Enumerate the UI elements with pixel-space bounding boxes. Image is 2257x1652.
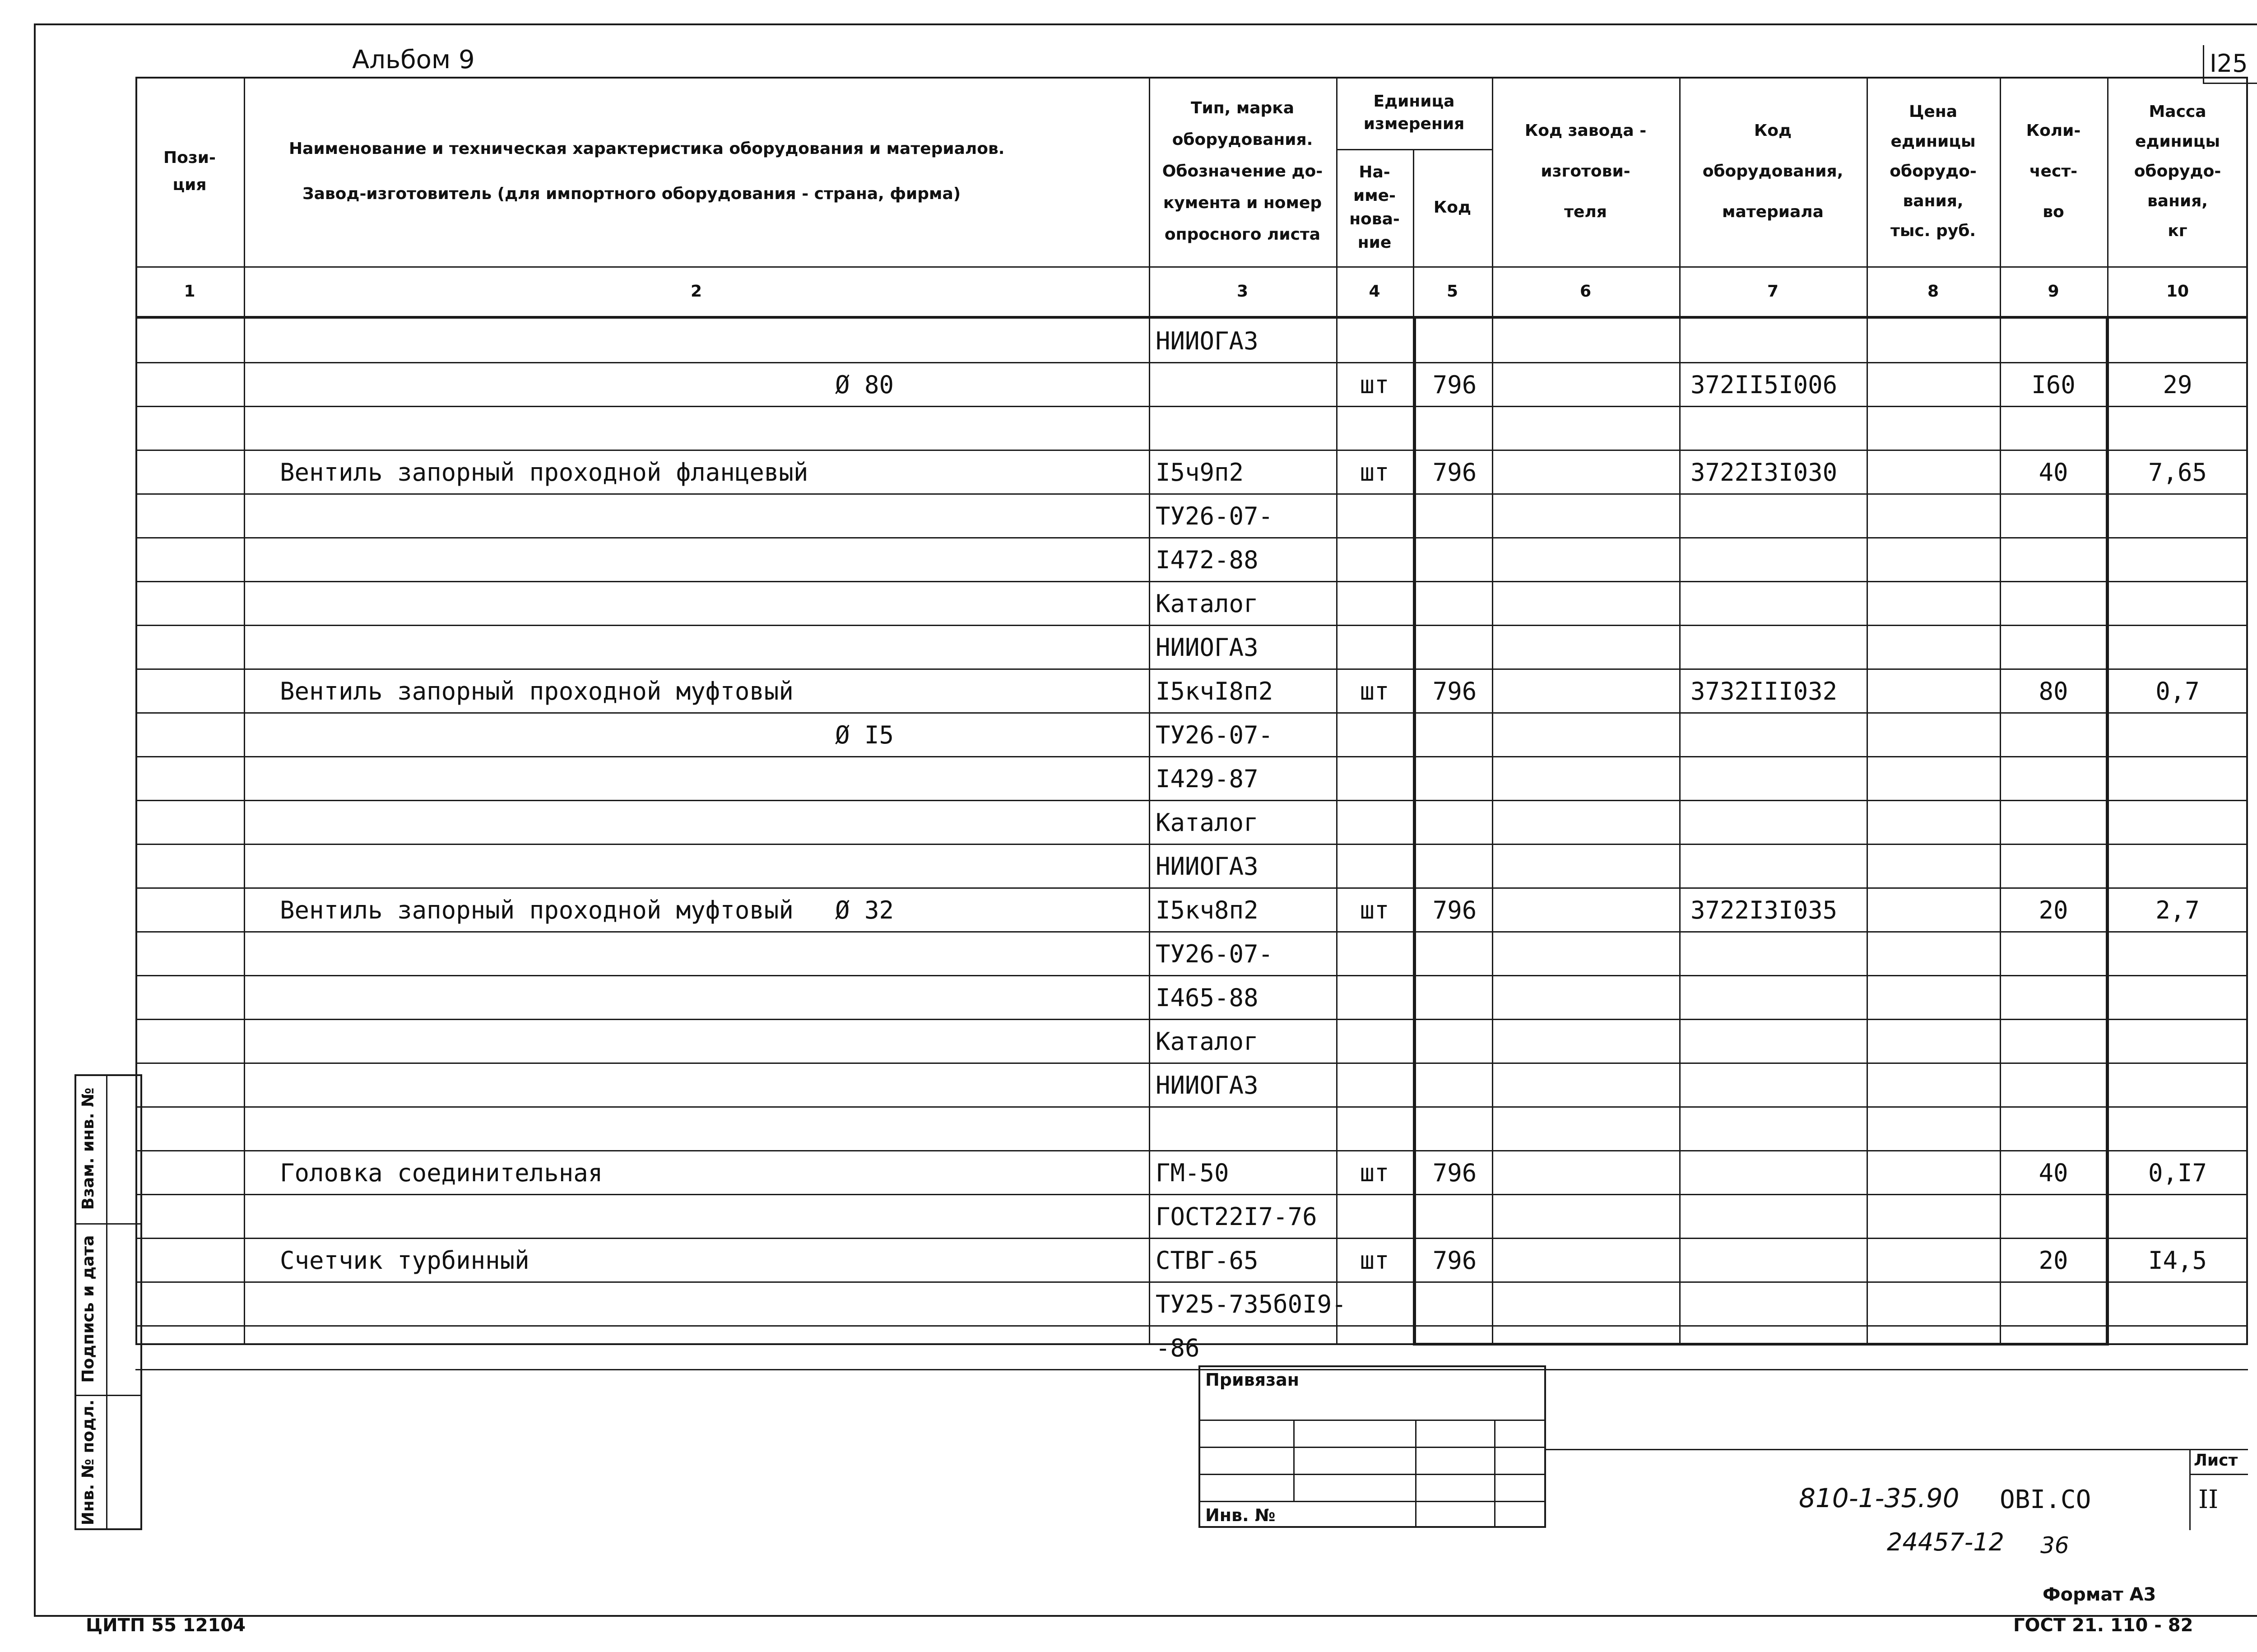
page-number: I25 bbox=[2210, 49, 2248, 78]
title-block-top-line bbox=[1546, 1449, 2248, 1450]
table-cell-type: I5ч9п2 bbox=[1156, 458, 1244, 487]
table-cell-qty: 40 bbox=[2039, 1159, 2068, 1187]
sheet-label: Лист bbox=[2194, 1451, 2238, 1470]
colnum-4: 4 bbox=[1369, 282, 1380, 301]
header-quantity: Коли- чест- во bbox=[2026, 121, 2081, 221]
header-factory-code: Код завода - изготови- теля bbox=[1524, 121, 1647, 221]
block-left-line bbox=[1413, 316, 1416, 1345]
side-stamp-vzam: Взам. инв. № bbox=[79, 1087, 98, 1210]
standard-label: ГОСТ 21. 110 - 82 bbox=[2013, 1615, 2193, 1636]
table-cell-name: Счетчик турбинный bbox=[280, 1246, 529, 1275]
header-unit-code: Код bbox=[1433, 198, 1472, 217]
privyazan-col-1 bbox=[1293, 1420, 1295, 1501]
row-line bbox=[135, 1150, 2248, 1151]
row-line bbox=[135, 537, 2248, 538]
archive-number: 24457-12 bbox=[1887, 1528, 2004, 1556]
row-line bbox=[135, 450, 2248, 451]
colnum-2: 2 bbox=[690, 282, 702, 301]
header-type: Тип, марка оборудования. Обозначение до- кумента и номер опросного листа bbox=[1162, 99, 1323, 244]
header-position: Пози- ция bbox=[163, 148, 216, 194]
table-cell-qty: 20 bbox=[2039, 1246, 2068, 1275]
colnum-1: 1 bbox=[184, 282, 195, 301]
row-line bbox=[135, 844, 2248, 845]
table-cell-type: Каталог bbox=[1156, 808, 1259, 837]
table-cell-qty: 20 bbox=[2039, 896, 2068, 924]
table-cell-qty: 80 bbox=[2039, 677, 2068, 705]
table-cell-type: ТУ26-07- bbox=[1156, 721, 1273, 749]
row-line bbox=[135, 800, 2248, 801]
row-line bbox=[135, 1369, 2248, 1370]
table-cell-type: ТУ26-07- bbox=[1156, 940, 1273, 968]
privyazan-col-3 bbox=[1494, 1420, 1495, 1528]
row-line bbox=[135, 975, 2248, 976]
archive-sub: 36 bbox=[2040, 1532, 2069, 1559]
colnum-9: 9 bbox=[2048, 282, 2059, 301]
table-cell-unit: шт bbox=[1360, 896, 1389, 924]
table-cell-type: I429-87 bbox=[1156, 765, 1259, 793]
side-stamp-line-1 bbox=[74, 1223, 142, 1225]
header-name-line2: Завод-изготовитель (для импортного оборудования - страна, фирма) bbox=[302, 185, 961, 203]
row-line bbox=[135, 668, 2248, 670]
table-cell-code: 796 bbox=[1432, 1246, 1477, 1275]
row-line bbox=[135, 887, 2248, 889]
printer-code: ЦИТП 55 12104 bbox=[86, 1615, 246, 1636]
table-cell-code: 796 bbox=[1432, 677, 1477, 705]
table-cell-name: Вентиль запорный проходной муфтовый bbox=[280, 677, 794, 705]
table-cell-type: НИИОГАЗ bbox=[1156, 633, 1259, 662]
row-line bbox=[135, 1325, 2248, 1327]
table-cell-equip-code: 3732III032 bbox=[1690, 677, 1838, 705]
table-cell-type: ТУ25-735б0I9- bbox=[1156, 1290, 1347, 1318]
header-mass: Масса единицы оборудо- вания, кг bbox=[2134, 102, 2221, 240]
row-line bbox=[135, 625, 2248, 626]
colnum-5: 5 bbox=[1446, 282, 1458, 301]
colnum-8: 8 bbox=[1927, 282, 1939, 301]
table-cell-mass: 0,7 bbox=[2155, 677, 2200, 705]
table-cell-name: Головка соединительная bbox=[280, 1159, 603, 1187]
table-cell-type: НИИОГАЗ bbox=[1156, 852, 1259, 881]
table-cell-code: 796 bbox=[1432, 896, 1477, 924]
header-name-line1: Наименование и техническая характеристика оборудования и материалов. bbox=[289, 139, 1005, 158]
sheet-box-mid-line bbox=[2189, 1474, 2248, 1475]
document-mark: ОBI.CO bbox=[2000, 1485, 2091, 1514]
privyazan-col-2 bbox=[1415, 1420, 1416, 1528]
table-cell-sub: Ø 32 bbox=[835, 896, 894, 924]
row-line bbox=[135, 362, 2248, 363]
table-cell-type: Каталог bbox=[1156, 589, 1259, 618]
table-cell-type: Каталог bbox=[1156, 1027, 1259, 1056]
table-cell-type: СТВГ-65 bbox=[1156, 1246, 1259, 1275]
header-equipment-code: Код оборудования, материала bbox=[1702, 121, 1844, 221]
row-line bbox=[135, 1281, 2248, 1283]
table-cell-code: 796 bbox=[1432, 1159, 1477, 1187]
table-cell-unit: шт bbox=[1360, 1246, 1389, 1275]
table-cell-sub: Ø 80 bbox=[835, 371, 894, 399]
header-name bbox=[289, 77, 1138, 266]
row-line bbox=[135, 1194, 2248, 1195]
row-line bbox=[135, 1238, 2248, 1239]
header-price: Цена единицы оборудо- вания, тыс. руб. bbox=[1890, 102, 1977, 240]
table-cell-qty: 40 bbox=[2039, 458, 2068, 487]
table-cell-type: ГМ-50 bbox=[1156, 1159, 1229, 1187]
row-line bbox=[135, 1063, 2248, 1064]
table-cell-mass: 29 bbox=[2163, 371, 2192, 399]
table-cell-type: I472-88 bbox=[1156, 546, 1259, 574]
sheet-box-left-line bbox=[2189, 1449, 2191, 1530]
table-cell-unit: шт bbox=[1360, 458, 1389, 487]
row-line bbox=[135, 712, 2248, 714]
table-cell-qty: I60 bbox=[2031, 371, 2076, 399]
sheet-number: II bbox=[2198, 1485, 2219, 1514]
row-line bbox=[135, 493, 2248, 495]
colnum-6: 6 bbox=[1579, 282, 1592, 301]
table-cell-equip-code: 3722I3I035 bbox=[1690, 896, 1838, 924]
table-cell-unit: шт bbox=[1360, 677, 1389, 705]
table-cell-mass: I4,5 bbox=[2148, 1246, 2207, 1275]
row-line bbox=[135, 1019, 2248, 1020]
table-cell-equip-code: 3722I3I030 bbox=[1690, 458, 1838, 487]
table-cell-mass: 2,7 bbox=[2155, 896, 2200, 924]
table-cell-code: 796 bbox=[1432, 458, 1477, 487]
row-line bbox=[135, 756, 2248, 757]
table-cell-type: I465-88 bbox=[1156, 984, 1259, 1012]
table-cell-type: НИИОГАЗ bbox=[1156, 327, 1259, 355]
format-label: Формат А3 bbox=[2043, 1584, 2156, 1605]
table-cell-type: ТУ26-07- bbox=[1156, 502, 1273, 530]
colnum-3: 3 bbox=[1236, 282, 1249, 301]
table-cell-code: 796 bbox=[1432, 371, 1477, 399]
row-line bbox=[135, 931, 2248, 933]
table-cell-type: -86 bbox=[1156, 1334, 1200, 1362]
colnum-7: 7 bbox=[1767, 282, 1779, 301]
table-cell-unit: шт bbox=[1360, 1159, 1389, 1187]
side-stamp-divider bbox=[106, 1074, 107, 1530]
table-cell-type: I5кчI8п2 bbox=[1156, 677, 1273, 705]
colnum-10: 10 bbox=[2166, 282, 2189, 301]
header-unit-group: Единица измерения bbox=[1363, 92, 1465, 133]
table-cell-type: НИИОГАЗ bbox=[1156, 1071, 1259, 1100]
table-cell-equip-code: 372II5I006 bbox=[1690, 371, 1838, 399]
table-cell-mass: 7,65 bbox=[2148, 458, 2207, 487]
table-cell-mass: 0,I7 bbox=[2148, 1159, 2207, 1187]
album-label: Альбом 9 bbox=[352, 45, 475, 74]
row-line bbox=[135, 581, 2248, 582]
column-number-bottom-line bbox=[135, 316, 2248, 319]
table-cell-unit: шт bbox=[1360, 371, 1389, 399]
block-bottom-line bbox=[1413, 1343, 2109, 1346]
table-cell-type: ГОСТ22I7-76 bbox=[1156, 1202, 1317, 1231]
row-line bbox=[135, 1106, 2248, 1108]
inv-number-label: Инв. № bbox=[1205, 1505, 1276, 1525]
table-cell-name: Вентиль запорный проходной муфтовый bbox=[280, 896, 794, 924]
table-cell-sub: Ø I5 bbox=[835, 721, 894, 749]
document-code: 810-1-35.90 bbox=[1799, 1483, 1960, 1513]
side-stamp-inv: Инв. № подл. bbox=[79, 1399, 98, 1526]
row-line bbox=[135, 406, 2248, 407]
table-cell-name: Вентиль запорный проходной фланцевый bbox=[280, 458, 808, 487]
header-unit-name: На- име- нова- ние bbox=[1349, 163, 1400, 252]
side-stamp-podpis: Подпись и дата bbox=[79, 1235, 98, 1383]
table-cell-type: I5кч8п2 bbox=[1156, 896, 1259, 924]
privyazan-label: Привязан bbox=[1205, 1370, 1300, 1390]
